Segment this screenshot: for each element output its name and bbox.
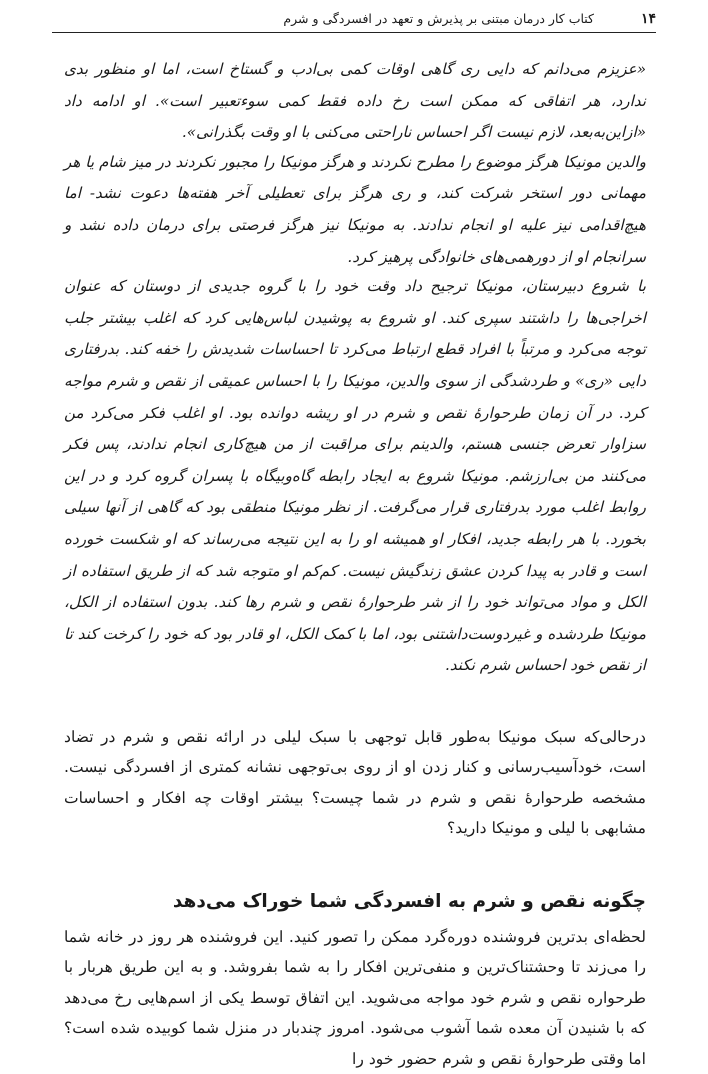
page-body bbox=[64, 54, 646, 1074]
quote-paragraph-3: با شروع دبیرستان، مونیکا ترجیح داد وقت خود را با گروه جدیدی از دوستان که عنوان اخراجی‌ها را داشتند سپری کند. او شروع به پوشیدن لباس‌هایی کرد که اغلب بیشتر جلب توجه می‌کرد و مرتباً با افراد قطع ارتباط می‌کرد تا احساسات شدیدش را خفه کند. بدرفتاری دایی «ری» و طردشدگی از سوی والدین، مونیکا را با احساس عمیقی از نقص و شرم مواجه کرد. در آن زمان طرحوارهٔ نقص و شرم در او ریشه دوانده بود. او اغلب فکر می‌کرد من سزاوار تعرض جنسی هستم، والدینم برای مراقبت از من هیچ‌کاری انجام ندادند، پس فکر می‌کنند من بی‌ارزشم. مونیکا شروع به ایجاد رابطه گاه‌وبیگاه با پسران گروه کرد و در این روابط اغلب مورد بدرفتاری قرار می‌گرفت. از نظر مونیکا منطقی بود که گاهی از آنها سیلی بخورد. با هر رابطه جدید، افکار او همیشه او را به این نتیجه می‌رساند که او شکست خورده است و قادر به پیدا کردن عشق زندگیش نیست. کم‌کم او متوجه شد که از طریق استفاده از الکل و مواد می‌تواند خود را از شر طرحوارهٔ نقص و شرم رها کند. بدون استفاده از الکل، مونیکا طردشده و غیردوست‌داشتنی بود، اما با کمک الکل، او قادر بود که خود را کرخت کند تا از نقص خود احساس شرم نکند. bbox=[64, 277, 646, 675]
body-paragraph-1: درحالی‌که سبک مونیکا به‌طور قابل توجهی با سبک لیلی در ارائه نقص و شرم در تضاد است، خودآسیب‌رسانی و کنار زدن او از روی بی‌توجهی نشانه کمتری از افسردگی نیست. مشخصه طرحوارهٔ نقص و شرم در شما چیست؟ بیشتر اوقات چه افکار و احساسات مشابهی با لیلی و مونیکا دارید؟ bbox=[64, 727, 646, 838]
quote-paragraph-1: «عزیزم می‌دانم که دایی ری گاهی اوقات کمی بی‌ادب و گستاخ است، اما او منظور بدی ندارد، هر اتفاقی که ممکن است رخ داده فقط کمی سوءتعبیر است». او ادامه داد «ازاین‌به‌بعد، لازم نیست اگر احساس ناراحتی می‌کنی با او وقت بگذرانی». bbox=[64, 60, 646, 142]
section-heading: چگونه نقص و شرم به افسردگی شما خوراک می‌دهد bbox=[172, 890, 646, 912]
running-header bbox=[52, 8, 656, 33]
quote-paragraph-2: والدین مونیکا هرگز موضوع را مطرح نکردند و هرگز مونیکا را مجبور نکردند در میز شام یا هر مهمانی دور استخر شرکت کند، و ری هرگز برای تعطیلی آخر هفته‌ها دعوت نشد- اما هیچ‌اقدامی نیز علیه او انجام ندادند. به مونیکا نیز هرگز فرصتی برای درمان داده نشد و سرانجام او از دورهمی‌های خانوادگی پرهیز کرد. bbox=[64, 152, 646, 266]
body-paragraph-2: لحظه‌ای بدترین فروشنده دوره‌گرد ممکن را تصور کنید. این فروشنده هر روز در خانه شما را می‌زند تا وحشتناک‌ترین و منفی‌ترین افکار را به شما بفروشد. و به این طریق هربار با طرحواره نقص و شرم خود مواجه می‌شوید. این اتفاق توسط یکی از اسم‌هایی رخ می‌دهد که با شنیدن آن معده شما آشوب می‌شود. امروز چندبار در منزل شما کوبیده شده است؟ اما وقتی طرحوارهٔ نقص و شرم حضور خود را bbox=[64, 927, 646, 1068]
running-title: کتاب کار درمان مبتنی بر پذیرش و تعهد در افسردگی و شرم bbox=[283, 11, 594, 26]
page-number: ۱۴ bbox=[640, 11, 656, 27]
